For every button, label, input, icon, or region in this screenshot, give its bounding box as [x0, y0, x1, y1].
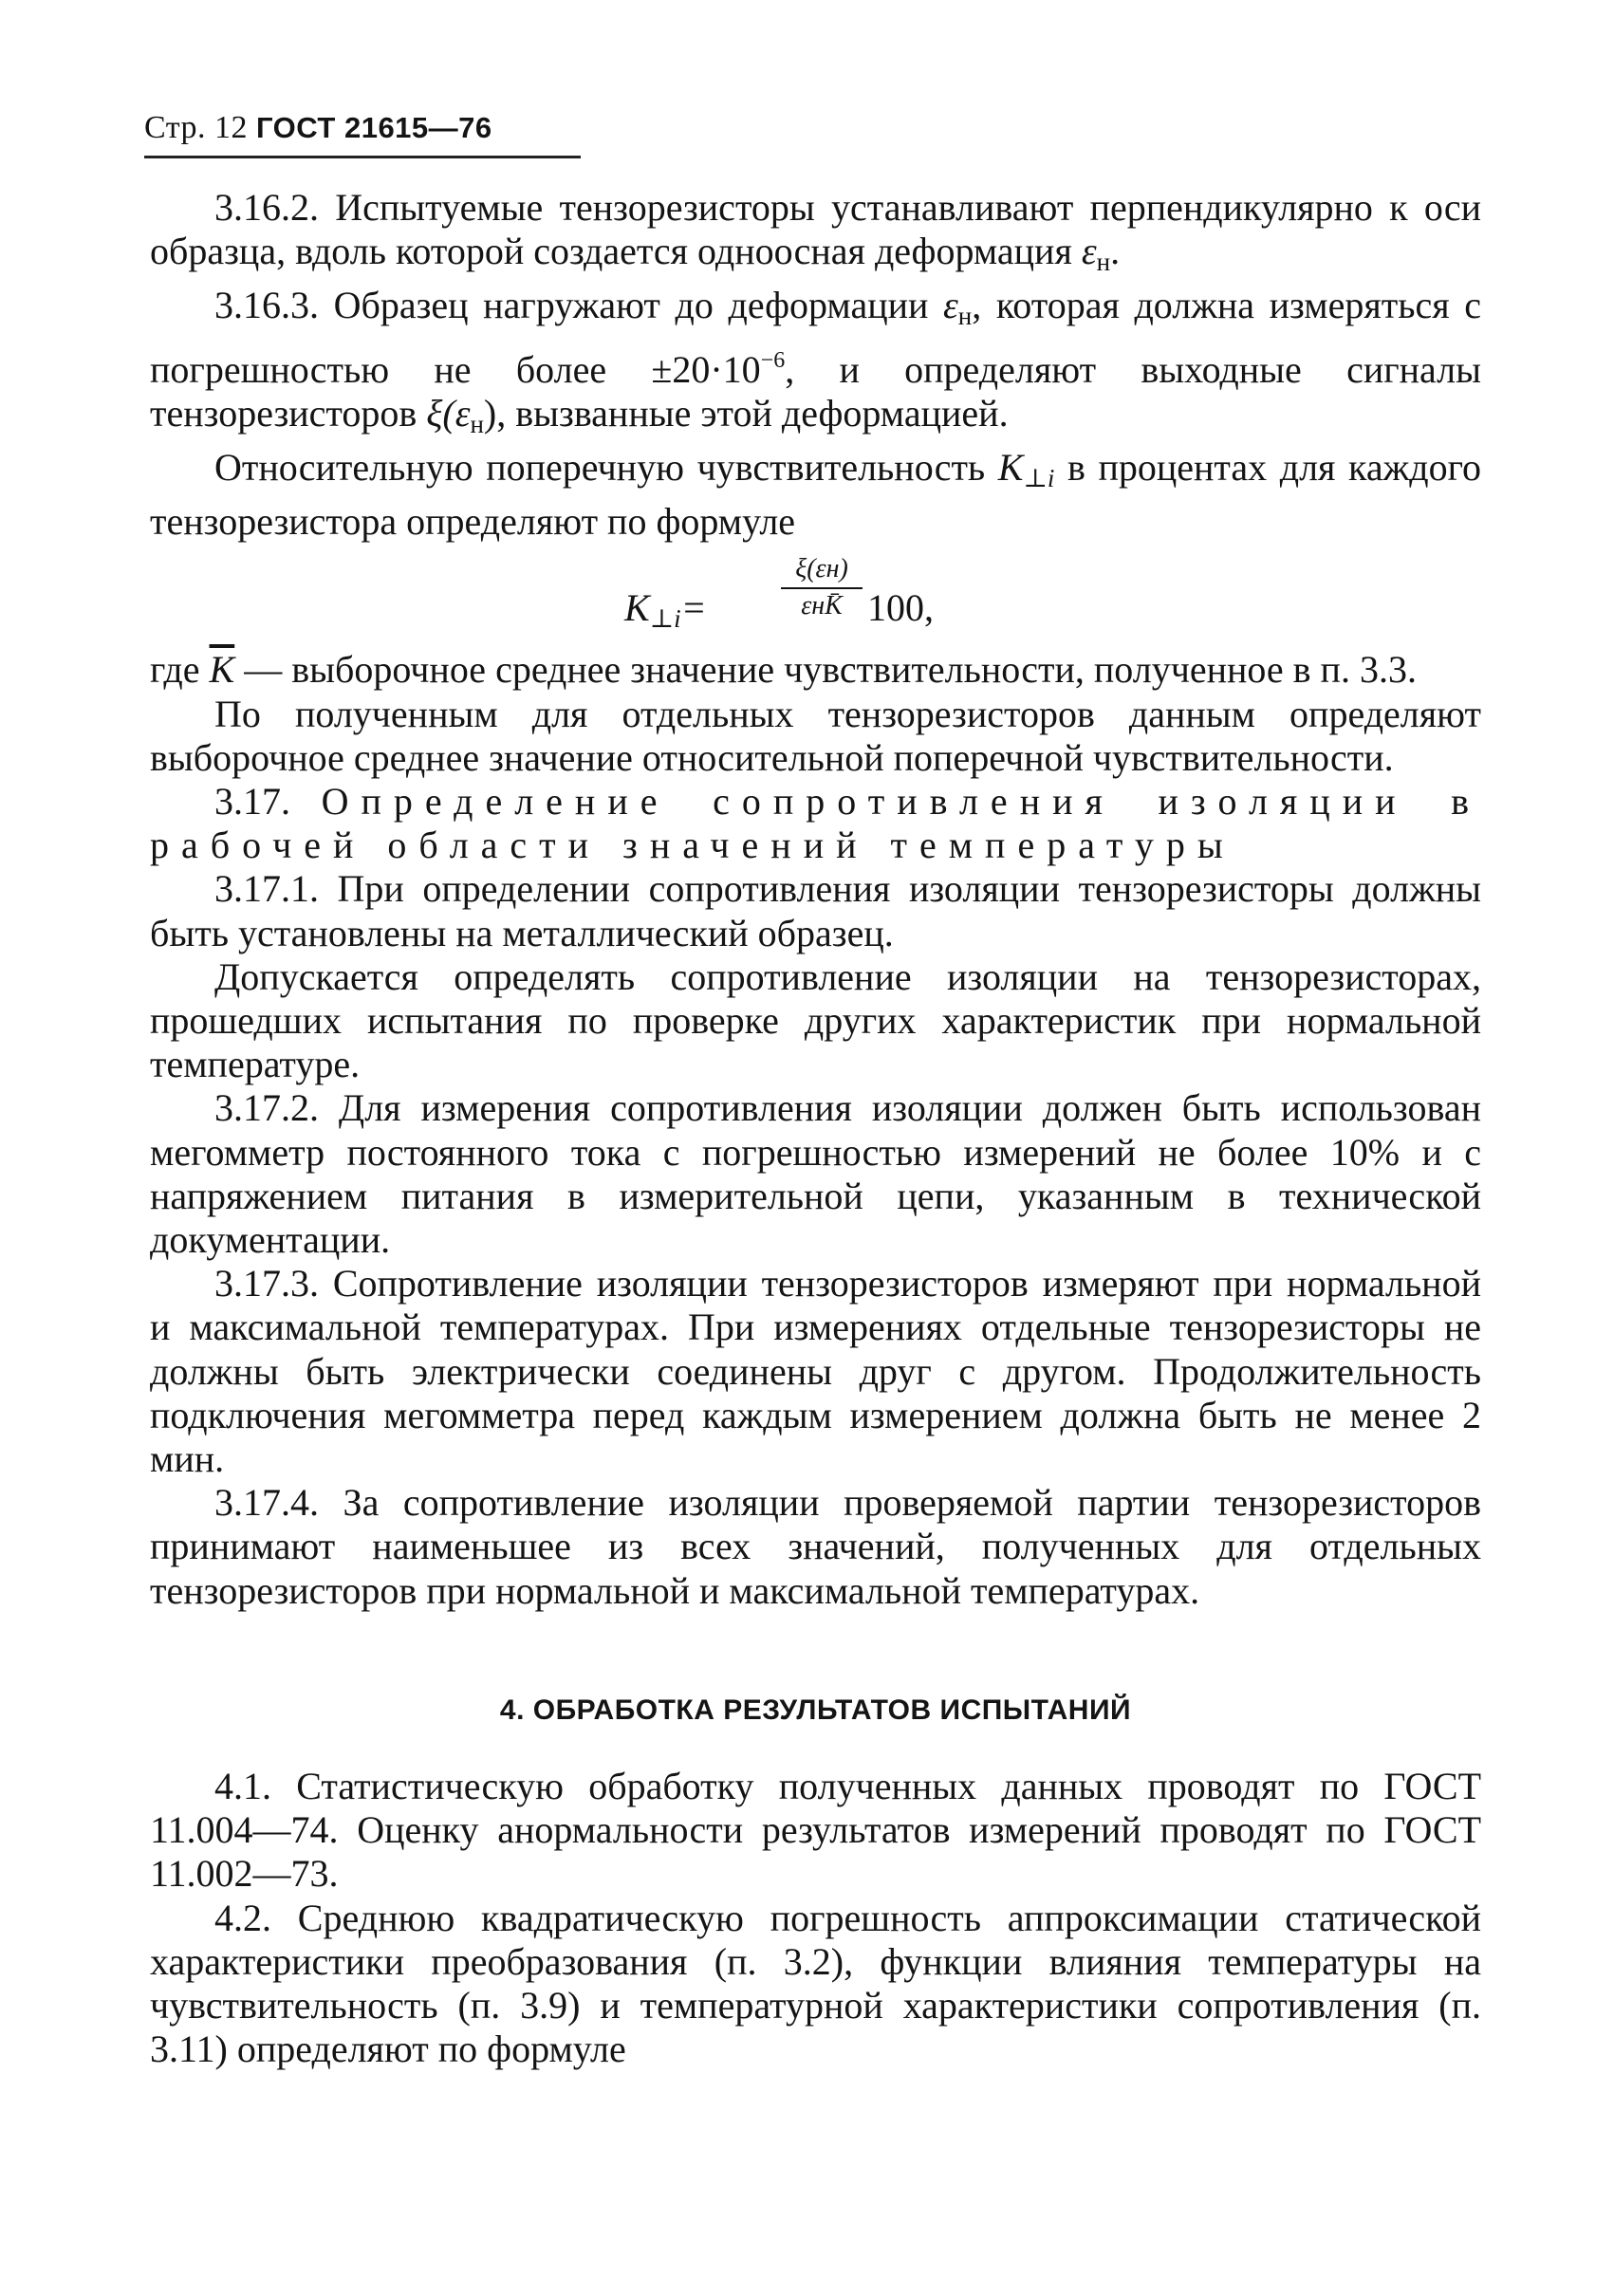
paragraph-3-17-1: 3.17.1. При определении сопротивления изоляции тензорезисторы должны быть установлены на металлический образец.: [150, 867, 1481, 954]
paragraph-relative-sensitivity: Относительную поперечную чувствительность $K_{\perp i}$ в процентах для каждого тензорезистора определяют по формуле: [150, 446, 1482, 544]
paragraph-3-17-heading: 3.17. Определение сопротивления изоляции в рабочей области значений температуры: [150, 780, 1481, 867]
formula-lhs: $K_{\perp i}=$: [624, 586, 707, 634]
section-4-title: 4. ОБРАБОТКА РЕЗУЛЬТАТОВ ИСПЫТАНИЙ: [499, 1694, 1132, 1726]
formula-numerator: ξ(εн): [795, 554, 848, 584]
paragraph-3-17-3: 3.17.3. Сопротивление изоляции тензорезисторов измеряют при нормальной и максимальной температурах. При измерениях отдельные тензорезисторы не должны быть электрически соединены друг с другом. Продолжительность подключения мегомметра перед каждым измерением должна быть не менее 2 мин.: [150, 1262, 1481, 1481]
formula-factor: 100,: [867, 586, 934, 630]
formula-denominator: εнK̄: [801, 591, 843, 621]
formula-relative-sensitivity: [150, 544, 1481, 648]
fraction-bar: [781, 587, 863, 589]
paragraph-4-2: 4.2. Среднюю квадратическую погрешность аппроксимации статической характеристики преобразования (п. 3.2), функции влияния температуры на чувствительность (п. 3.9) и температурной характеристики сопротивления (п. 3.11) определяют по формуле: [150, 1896, 1481, 2071]
paragraph-3-17-2: 3.17.2. Для измерения сопротивления изоляции должен быть использован мегомметр постоянного тока с погрешностью измерений не более 10% и с напряжением питания в измерительной цепи, указанным в технической документации.: [150, 1086, 1481, 1262]
page-header: [144, 110, 492, 146]
paragraph-3-16-2: 3.16.2. Испытуемые тензорезисторы устанавливают перпендикулярно к оси образца, вдоль которой создается одноосная деформация $\varepsilon_н$.: [150, 186, 1481, 277]
formula-fraction: [781, 553, 863, 621]
paragraph-4-1: 4.1. Статистическую обработку полученных данных проводят по ГОСТ 11.004—74. Оценку анормальности результатов измерений проводят по ГОСТ 11.002—73.: [150, 1764, 1481, 1896]
page-number: Стр. 12: [144, 110, 249, 145]
document-body: [150, 186, 1481, 2071]
paragraph-where: где $\overline{K}$ — выборочное среднее значение чувствительности, полученное в п. 3.3.: [150, 648, 1417, 692]
paragraph-3-17-4: 3.17.4. За сопротивление изоляции проверяемой партии тензорезисторов принимают наименьшее из всех значений, полученных для отдельных тензорезисторов при нормальной и максимальной температурах.: [150, 1481, 1481, 1612]
header-rule: [144, 156, 581, 158]
standard-number: ГОСТ 21615—76: [256, 111, 492, 144]
paragraph-allowed: Допускается определять сопротивление изоляции на тензорезисторах, прошедших испытания по проверке других характеристик при нормальной температуре.: [150, 954, 1481, 1086]
paragraph-3-16-3: 3.16.3. Образец нагружают до деформации $\varepsilon_н$, которая должна измеряться с погрешностью не более $\pm 20\cdot 10^{-6}$, и определяют выходные сигналы тензорезисторов $\xi(\varepsilon_н)$, вызванные этой деформацией.: [150, 284, 1481, 438]
paragraph-obtained-data: По полученным для отдельных тензорезисторов данным определяют выборочное среднее значение относительной поперечной чувствительности.: [150, 692, 1481, 779]
